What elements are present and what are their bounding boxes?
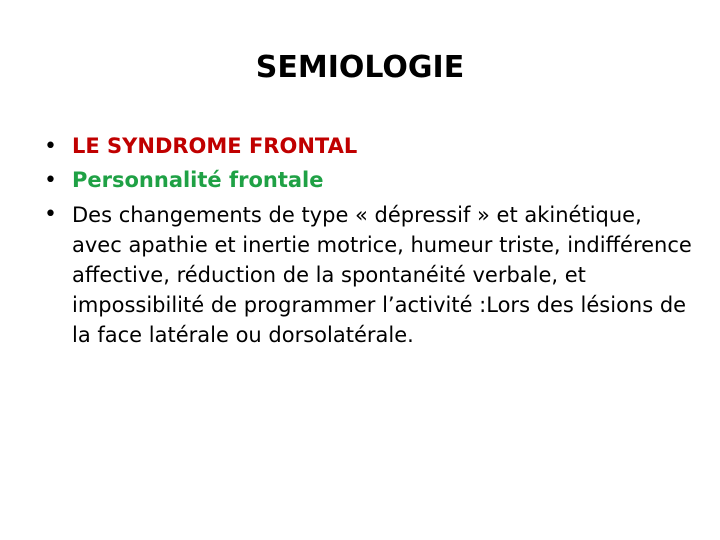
bullet-item-personnalite-frontale bbox=[44, 166, 694, 195]
bullet-dot-icon: • bbox=[44, 202, 57, 227]
bullet-text: Personnalité frontale bbox=[72, 168, 324, 192]
bullet-dot-icon: • bbox=[44, 168, 57, 193]
bullet-item-changements bbox=[44, 200, 694, 350]
bullet-dot-icon: • bbox=[44, 134, 57, 159]
bullet-text: LE SYNDROME FRONTAL bbox=[72, 134, 358, 158]
bullet-list bbox=[44, 132, 694, 355]
bullet-item-syndrome-frontal bbox=[44, 132, 694, 161]
bullet-text: Des changements de type « dépressif » et akinétique, avec apathie et inertie motrice, humeur triste, indifférence affective, réduction de la spontanéité verbale, et impossibilité de programmer l’activité :Lors des lésions de la face latérale ou dorsolatérale. bbox=[72, 203, 692, 347]
slide-title: SEMIOLOGIE bbox=[255, 50, 465, 85]
